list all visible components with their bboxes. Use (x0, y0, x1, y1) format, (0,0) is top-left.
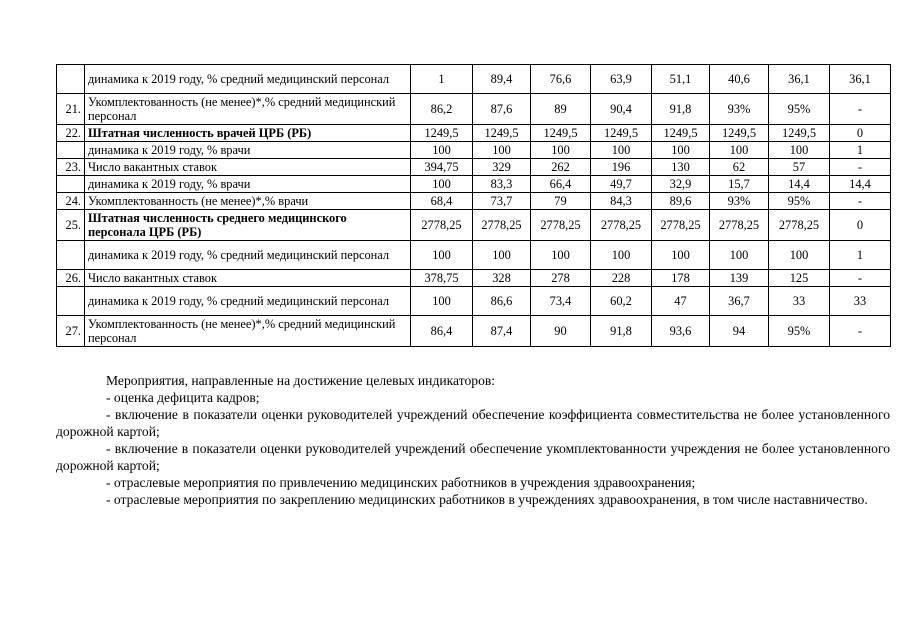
indicator-value: 60,2 (591, 287, 652, 316)
indicator-value: 2778,25 (710, 210, 769, 241)
indicator-value: 1249,5 (769, 125, 830, 142)
indicator-label: динамика к 2019 году, % средний медицинский персонал (85, 241, 411, 270)
indicator-value: 36,1 (830, 65, 891, 94)
indicator-value: 93% (710, 193, 769, 210)
measure-item: - отраслевые мероприятия по закреплению медицинских работников в учреждениях здравоохранения, в том числе наставничество. (106, 492, 868, 507)
indicator-value: 100 (411, 142, 473, 159)
indicator-value: 100 (769, 241, 830, 270)
indicator-value: 1 (830, 241, 891, 270)
indicator-value: 100 (652, 142, 710, 159)
row-number (57, 287, 85, 316)
indicator-value: 100 (531, 241, 591, 270)
indicator-value: 90 (531, 316, 591, 347)
table-row (57, 287, 891, 316)
indicator-value: 66,4 (531, 176, 591, 193)
indicator-value: 40,6 (710, 65, 769, 94)
indicator-value: 73,7 (473, 193, 531, 210)
row-number (57, 65, 85, 94)
indicator-value: 100 (710, 142, 769, 159)
indicator-value: 36,1 (769, 65, 830, 94)
table-row (57, 193, 891, 210)
table-body (57, 65, 891, 347)
row-number: 26. (57, 270, 85, 287)
indicator-value: - (830, 193, 891, 210)
indicator-label: динамика к 2019 году, % средний медицинский персонал (85, 287, 411, 316)
indicator-value: 33 (769, 287, 830, 316)
indicator-value: 100 (591, 142, 652, 159)
indicator-value: 262 (531, 159, 591, 176)
indicator-value: 100 (531, 142, 591, 159)
indicator-value: 91,8 (652, 94, 710, 125)
indicator-value: 1249,5 (473, 125, 531, 142)
indicator-value: 2778,25 (411, 210, 473, 241)
measures-intro: Мероприятия, направленные на достижение целевых индикаторов: (106, 373, 496, 388)
indicator-value: 100 (411, 241, 473, 270)
indicator-value: 32,9 (652, 176, 710, 193)
indicator-value: 95% (769, 94, 830, 125)
indicator-value: 90,4 (591, 94, 652, 125)
indicator-label: Укомплектованность (не менее)*,% врачи (85, 193, 411, 210)
indicator-value: 63,9 (591, 65, 652, 94)
row-number: 25. (57, 210, 85, 241)
indicator-label: Число вакантных ставок (85, 270, 411, 287)
indicator-value: 51,1 (652, 65, 710, 94)
indicator-value: 100 (473, 241, 531, 270)
indicator-value: 87,6 (473, 94, 531, 125)
row-number (57, 241, 85, 270)
measure-item: - оценка дефицита кадров; (106, 390, 260, 405)
indicator-value: 1249,5 (531, 125, 591, 142)
indicator-value: 100 (769, 142, 830, 159)
table-row (57, 94, 891, 125)
indicator-value: 36,7 (710, 287, 769, 316)
indicator-value: 93% (710, 94, 769, 125)
indicator-label: Число вакантных ставок (85, 159, 411, 176)
table-row (57, 159, 891, 176)
indicator-value: 196 (591, 159, 652, 176)
indicator-value: - (830, 270, 891, 287)
table-row (57, 176, 891, 193)
indicator-value: 2778,25 (652, 210, 710, 241)
indicator-value: 95% (769, 316, 830, 347)
indicator-value: 130 (652, 159, 710, 176)
indicator-value: 95% (769, 193, 830, 210)
indicator-value: 125 (769, 270, 830, 287)
indicator-value: 89,4 (473, 65, 531, 94)
indicator-value: 100 (473, 142, 531, 159)
indicator-label: Укомплектованность (не менее)*,% средний медицинский персонал (85, 94, 411, 125)
indicator-value: 1 (411, 65, 473, 94)
table-row (57, 316, 891, 347)
indicator-label: Укомплектованность (не менее)*,% средний медицинский персонал (85, 316, 411, 347)
indicator-value: 2778,25 (769, 210, 830, 241)
indicator-value: 93,6 (652, 316, 710, 347)
indicator-value: 33 (830, 287, 891, 316)
indicator-value: 0 (830, 210, 891, 241)
indicator-value: 2778,25 (591, 210, 652, 241)
indicator-value: 87,4 (473, 316, 531, 347)
row-number: 24. (57, 193, 85, 210)
table-row (57, 210, 891, 241)
indicator-value: 57 (769, 159, 830, 176)
indicator-value: 100 (411, 176, 473, 193)
indicator-value: 86,4 (411, 316, 473, 347)
table-row (57, 241, 891, 270)
table-row (57, 125, 891, 142)
indicator-value: 228 (591, 270, 652, 287)
indicator-value: 329 (473, 159, 531, 176)
indicator-value: 14,4 (830, 176, 891, 193)
indicator-value: 91,8 (591, 316, 652, 347)
indicator-value: - (830, 159, 891, 176)
indicator-value: 49,7 (591, 176, 652, 193)
indicator-value: 94 (710, 316, 769, 347)
indicator-value: 86,6 (473, 287, 531, 316)
indicator-value: 86,2 (411, 94, 473, 125)
indicator-label: динамика к 2019 году, % врачи (85, 176, 411, 193)
indicator-value: 83,3 (473, 176, 531, 193)
indicator-value: 84,3 (591, 193, 652, 210)
indicator-value: - (830, 316, 891, 347)
indicator-value: 68,4 (411, 193, 473, 210)
indicator-value: 1249,5 (652, 125, 710, 142)
indicator-value: 139 (710, 270, 769, 287)
indicator-value: 14,4 (769, 176, 830, 193)
measure-item: - отраслевые мероприятия по привлечению медицинских работников в учреждения здравоохранения; (106, 475, 696, 490)
table-row (57, 142, 891, 159)
indicator-label: Штатная численность среднего медицинского персонала ЦРБ (РБ) (85, 210, 411, 241)
indicator-value: 2778,25 (473, 210, 531, 241)
indicator-value: 378,75 (411, 270, 473, 287)
indicator-value: 328 (473, 270, 531, 287)
indicator-value: 79 (531, 193, 591, 210)
indicator-value: 1249,5 (710, 125, 769, 142)
measures-text (56, 372, 890, 508)
indicator-label: динамика к 2019 году, % врачи (85, 142, 411, 159)
indicator-label: динамика к 2019 году, % средний медицинский персонал (85, 65, 411, 94)
row-number (57, 176, 85, 193)
indicator-value: 0 (830, 125, 891, 142)
indicator-label: Штатная численность врачей ЦРБ (РБ) (85, 125, 411, 142)
indicator-value: 100 (411, 287, 473, 316)
table-row (57, 270, 891, 287)
indicator-value: 62 (710, 159, 769, 176)
indicator-value: 89,6 (652, 193, 710, 210)
indicator-value: 1249,5 (591, 125, 652, 142)
indicator-value: 1 (830, 142, 891, 159)
measure-item: - включение в показатели оценки руководителей учреждений обеспечение коэффициента совместительства не более установленного дорожной картой; (56, 407, 890, 439)
indicator-value: 394,75 (411, 159, 473, 176)
indicator-value: 76,6 (531, 65, 591, 94)
row-number: 22. (57, 125, 85, 142)
indicator-value: 100 (710, 241, 769, 270)
row-number: 21. (57, 94, 85, 125)
indicator-value: 15,7 (710, 176, 769, 193)
indicator-value: 1249,5 (411, 125, 473, 142)
indicator-value: 73,4 (531, 287, 591, 316)
row-number (57, 142, 85, 159)
indicator-value: 2778,25 (531, 210, 591, 241)
indicator-value: 178 (652, 270, 710, 287)
measure-item: - включение в показатели оценки руководителей учреждений обеспечение укомплектованности учреждения не более установленного дорожной картой; (56, 441, 890, 473)
table-row (57, 65, 891, 94)
indicator-value: - (830, 94, 891, 125)
indicator-value: 100 (652, 241, 710, 270)
indicator-value: 100 (591, 241, 652, 270)
indicators-table (56, 64, 891, 347)
row-number: 23. (57, 159, 85, 176)
indicator-value: 89 (531, 94, 591, 125)
row-number: 27. (57, 316, 85, 347)
indicator-value: 278 (531, 270, 591, 287)
indicator-value: 47 (652, 287, 710, 316)
